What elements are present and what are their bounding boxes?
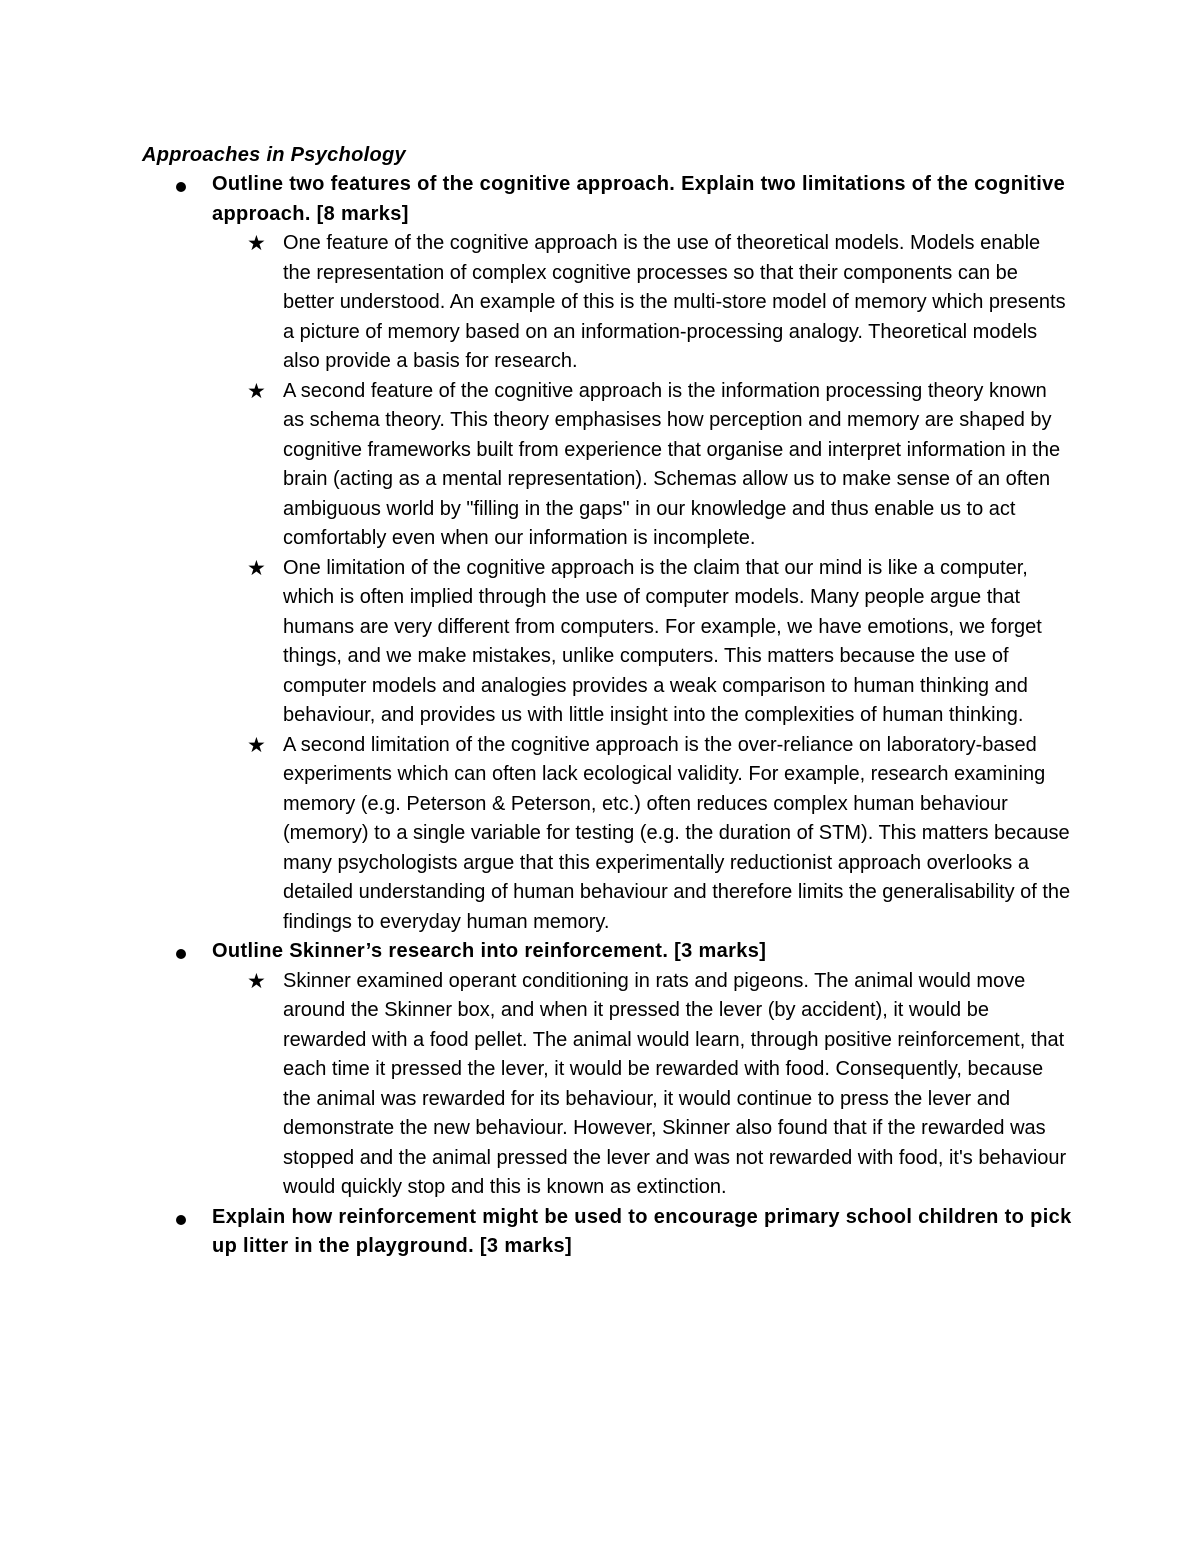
answer-text: One feature of the cognitive approach is the use of theoretical models. Models enable the representation of complex cognitive processes so that their components can be better understood. An example of this is the multi-store model of memory which presents a picture of memory based on an information-processing analogy. Theoretical models also provide a basis for research.	[283, 232, 1066, 372]
question-item	[0, 937, 1200, 1203]
answer-text: One limitation of the cognitive approach is the claim that our mind is like a computer, which is often implied through the use of computer models. Many people argue that humans are very different from computers. For example, we have emotions, we forget things, and we make mistakes, unlike computers. This matters because the use of computer models and analogies provides a weak comparison to human thinking and behaviour, and provides us with little insight into the complexities of human thinking.	[283, 556, 1042, 726]
answer-text: Skinner examined operant conditioning in rats and pigeons. The animal would move around the Skinner box, and when it pressed the lever (by accident), it would be rewarded with a food pellet. The animal would learn, through positive reinforcement, that each time it pressed the lever, it would be rewarded with food. Consequently, because the animal was rewarded for its behaviour, it would continue to press the lever and demonstrate the new behaviour. However, Skinner also found that if the rewarded was stopped and the animal pressed the lever and was not rewarded with food, it's behaviour would quickly stop and this is known as extinction.	[283, 969, 1067, 1198]
document-title: Approaches in Psychology	[142, 144, 406, 166]
answer-text: A second feature of the cognitive approach is the information processing theory known as schema theory. This theory emphasises how perception and memory are shaped by cognitive frameworks built from experience that organise and interpret information in the brain (acting as a mental representation). Schemas allow us to make sense of an often ambiguous world by "filling in the gaps" in our knowledge and thus enable us to act comfortably even when our information is incomplete.	[283, 379, 1061, 549]
star-icon: ★	[247, 555, 266, 580]
answer-item	[0, 967, 1200, 1203]
answer-item	[0, 731, 1200, 938]
star-icon: ★	[247, 378, 266, 403]
bullet-icon	[176, 949, 186, 959]
bullet-icon	[176, 182, 186, 192]
question-text: Outline two features of the cognitive approach. Explain two limitations of the cognitive approach. [8 marks]	[212, 173, 1066, 225]
question-item	[0, 1203, 1200, 1262]
star-icon: ★	[247, 732, 266, 757]
answer-list	[0, 229, 1200, 937]
question-list	[0, 170, 1200, 1262]
question-text: Explain how reinforcement might be used to encourage primary school children to pick up litter in the playground. [3 marks]	[212, 1205, 1072, 1257]
question-text: Outline Skinner’s research into reinforcement. [3 marks]	[212, 940, 767, 962]
answer-item	[0, 554, 1200, 731]
star-icon: ★	[247, 968, 266, 993]
question-item	[0, 170, 1200, 937]
star-icon: ★	[247, 231, 266, 255]
answer-list	[0, 967, 1200, 1203]
answer-text: A second limitation of the cognitive approach is the over-reliance on laboratory-based experiments which can often lack ecological validity. For example, research examining memory (e.g. Peterson & Peterson, etc.) often reduces complex human behaviour (memory) to a single variable for testing (e.g. the duration of STM). This matters because many psychologists argue that this experimentally reductionist approach overlooks a detailed understanding of human behaviour and therefore limits the generalisability of the findings to everyday human memory.	[283, 733, 1071, 933]
answer-item	[0, 377, 1200, 554]
answer-item	[0, 229, 1200, 377]
bullet-icon	[176, 1215, 186, 1225]
